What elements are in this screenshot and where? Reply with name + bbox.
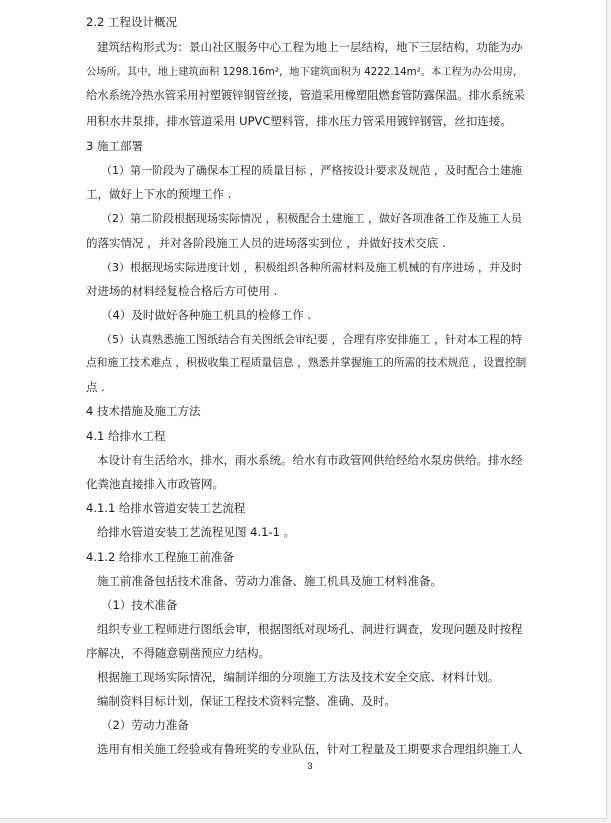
- paragraph-line: 建筑结构形式为：景山社区服务中心工程为地上一层结构，地下三层结构，功能为办: [97, 40, 523, 54]
- paragraph-line: 化粪池直接排入市政管网。: [86, 477, 224, 491]
- paragraph-line: （4）及时做好各种施工机具的检修工作 .: [101, 308, 312, 322]
- section-heading-4-1-2: 4.1.2 给排水工程施工前准备: [86, 550, 234, 564]
- paragraph-line: 工，做好上下水的预埋工作 .: [86, 187, 232, 201]
- paragraph-line: 施工前准备包括技术准备、劳动力准备、施工机具及施工材料准备。: [97, 574, 442, 588]
- paragraph-line: 组织专业工程师进行图纸会审，根据图纸对现场孔、洞进行调查，发现问题及时按程: [97, 622, 523, 636]
- paragraph-line: 点和施工技术难点 ，积极收集工程质量信息 ，熟悉并掌握施工的所需的技术规范 ，设置控制: [86, 356, 527, 369]
- section-heading-4-1: 4.1 给排水工程: [86, 429, 166, 443]
- paragraph-line: （5）认真熟悉施工图纸结合有关图纸会审纪要 ，合理有序安排施工 ，针对本工程的特: [101, 333, 522, 346]
- paragraph-line: 点 .: [86, 380, 105, 394]
- paragraph-line: 公场所。其中，地上建筑面积 1298.16m²，地下建筑面积为 4222.14m²。本工程为办公用房，: [86, 66, 524, 78]
- section-heading-3: 3 施工部署: [86, 139, 143, 153]
- subheading-technical-prep: （1）技术准备: [101, 598, 178, 612]
- paragraph-line: 给水系统冷热水管采用衬塑镀锌钢管丝接，管道采用橡塑阻燃套管防露保温。排水系统采: [86, 89, 525, 102]
- page-number: 3: [307, 761, 313, 771]
- paragraph-line: （1）第一阶段为了确保本工程的质量目标 ，严格按设计要求及规范 ，及时配合土建施: [101, 164, 522, 177]
- paragraph-line: 选用有相关施工经验或有鲁班奖的专业队伍，针对工程量及工期要求合理组织施工人: [97, 742, 523, 756]
- section-heading-4: 4 技术措施及施工方法: [86, 404, 201, 418]
- paragraph-line: 本设计有生活给水，排水，雨水系统。给水有市政管网供给经给水泵房供给。排水经: [97, 453, 523, 467]
- paragraph-line: 用积水井泵排，排水管道采用 UPVC塑料管，排水压力管采用镀锌钢管，丝扣连接。: [86, 114, 512, 128]
- paragraph-line: 的落实情况 ，并对各阶段施工人员的进场落实到位 ，并做好技术交底 .: [86, 236, 446, 250]
- paragraph-line: 对进场的材料经复检合格后方可使用 .: [86, 284, 278, 298]
- paragraph-line: 根据施工现场实际情况，编制详细的分项施工方法及技术安全交底、材料计划。: [97, 670, 500, 684]
- paragraph-line: （3）根据现场实际进度计划 ，积极组织各种所需材料及施工机械的有序进场 ，并及时: [101, 261, 522, 274]
- section-heading-2-2: 2.2 工程设计概况: [86, 15, 177, 29]
- paragraph-line: 编制资料目标计划，保证工程技术资料完整、准确、及时。: [97, 694, 396, 708]
- paragraph-line: 序解决，不得随意剔凿预应力结构。: [86, 646, 270, 660]
- paragraph-line: 给排水管道安装工艺流程见图 4.1-1 。: [97, 525, 296, 539]
- paragraph-line: （2）第二阶段根据现场实际情况 ，积极配合土建施工 ，做好各项准备工作及施工人员: [101, 212, 522, 225]
- section-heading-4-1-1: 4.1.1 给排水管道安装工艺流程: [86, 501, 246, 515]
- subheading-labor-prep: （2）劳动力准备: [101, 718, 189, 732]
